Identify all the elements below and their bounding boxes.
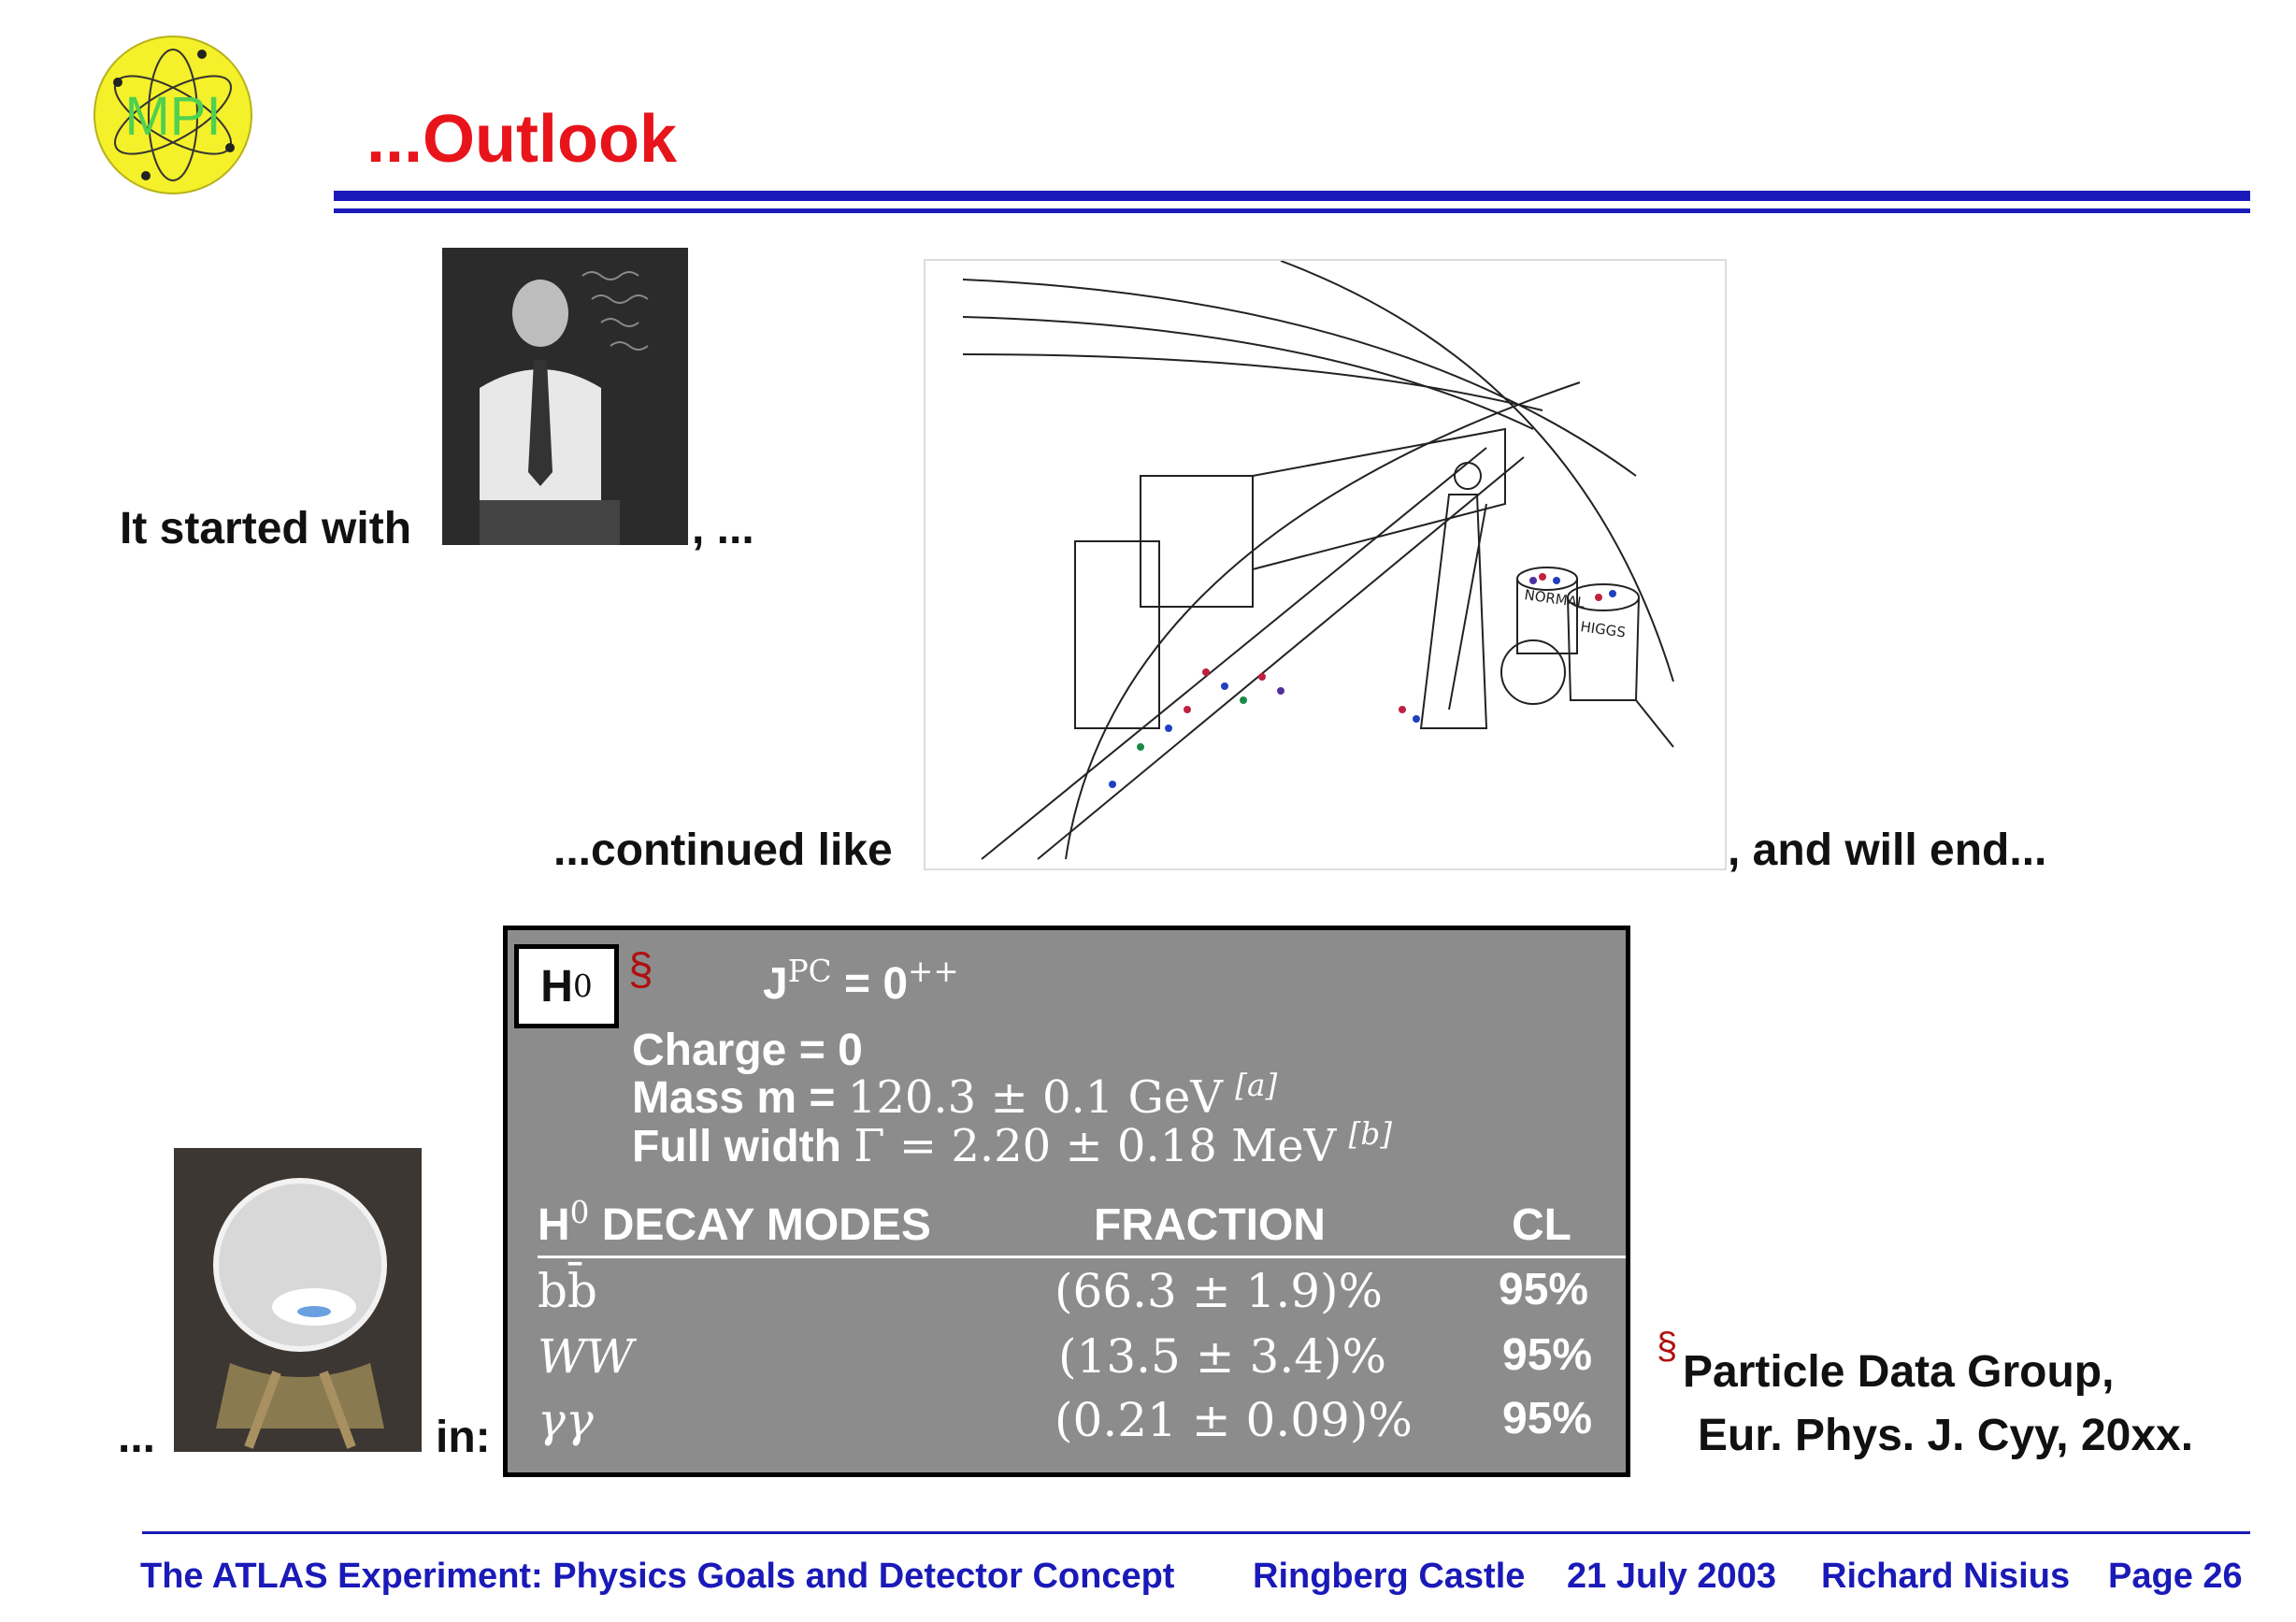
width-label: Full width xyxy=(632,1122,854,1171)
footer-author: Richard Nisius xyxy=(1821,1557,2071,1596)
cartoon-bin-label-normal: NORMAL xyxy=(1523,586,1586,612)
continued-text: ...continued like xyxy=(553,825,893,875)
decay-row-mode: γγ xyxy=(538,1393,594,1447)
cl-header: CL xyxy=(1512,1200,1571,1250)
jpc-equals: = 0 xyxy=(831,959,909,1009)
jpc-line xyxy=(763,954,959,1010)
fraction-header: FRACTION xyxy=(1094,1200,1326,1250)
slide-title: ...Outlook xyxy=(366,102,677,177)
decay-header-rest: DECAY MODES xyxy=(589,1200,931,1250)
jpc-superscript: PC xyxy=(787,954,832,990)
reference-line-1: Particle Data Group, xyxy=(1683,1347,2115,1397)
title-rule-thick xyxy=(334,191,2250,201)
title-rule-thin xyxy=(334,208,2250,213)
reference-line-2: Eur. Phys. J. Cyy, 20xx. xyxy=(1698,1411,2194,1460)
portrait-photo xyxy=(442,248,688,545)
logo-text: MPI xyxy=(124,86,222,147)
ellipsis-text: ... xyxy=(118,1413,156,1462)
mass-label: Mass m = xyxy=(632,1073,848,1123)
decay-row-cl: 95% xyxy=(1502,1394,1593,1443)
jpc-value-superscript: ++ xyxy=(908,954,959,990)
particle-label-box: H 0 xyxy=(514,944,619,1028)
decay-header-base: H xyxy=(538,1200,570,1250)
continued-tail: , and will end... xyxy=(1728,825,2047,875)
decay-row-cl: 95% xyxy=(1502,1330,1593,1380)
particle-symbol: H xyxy=(540,961,573,1012)
decay-row-fraction: (13.5 ± 3.4)% xyxy=(1058,1329,1387,1384)
footer-date: 21 July 2003 xyxy=(1567,1557,1776,1596)
crystal-ball-photo xyxy=(174,1148,422,1452)
mpi-logo xyxy=(90,34,256,196)
table-header-rule xyxy=(538,1256,1626,1258)
decay-row-cl: 95% xyxy=(1499,1265,1589,1314)
mass-ref: [a] xyxy=(1235,1068,1278,1104)
width-line xyxy=(632,1116,1392,1172)
footer-talk-title: The ATLAS Experiment: Physics Goals and Detector Concept xyxy=(140,1557,1175,1596)
mass-line xyxy=(632,1068,1278,1124)
width-ref: [b] xyxy=(1348,1116,1392,1153)
jpc-base: J xyxy=(763,959,788,1009)
charge-line: Charge = 0 xyxy=(632,1026,863,1075)
in-text: in: xyxy=(436,1413,491,1462)
mass-value: 120.3 ± 0.1 GeV xyxy=(847,1071,1223,1124)
decay-row-fraction: (66.3 ± 1.9)% xyxy=(1055,1264,1384,1318)
footer-rule xyxy=(142,1531,2250,1534)
decay-row-fraction: (0.21 ± 0.09)% xyxy=(1055,1393,1413,1447)
decay-modes-header xyxy=(538,1195,931,1251)
decay-row-mode: WW xyxy=(538,1329,634,1384)
intro-tail: , ... xyxy=(692,504,754,553)
intro-text: It started with xyxy=(120,504,412,553)
decay-row-mode: bb̄ xyxy=(538,1264,598,1318)
footer-page-number: Page 26 xyxy=(2108,1557,2243,1596)
collider-cartoon xyxy=(924,259,1727,870)
width-value: Γ = 2.20 ± 0.18 MeV xyxy=(854,1120,1337,1172)
decay-header-sup: 0 xyxy=(569,1195,590,1231)
cartoon-bin-label-higgs: HIGGS xyxy=(1579,618,1627,641)
reference-mark: § xyxy=(1657,1326,1678,1367)
pdg-ref-mark: § xyxy=(628,945,653,995)
footer-venue: Ringberg Castle xyxy=(1253,1557,1526,1596)
